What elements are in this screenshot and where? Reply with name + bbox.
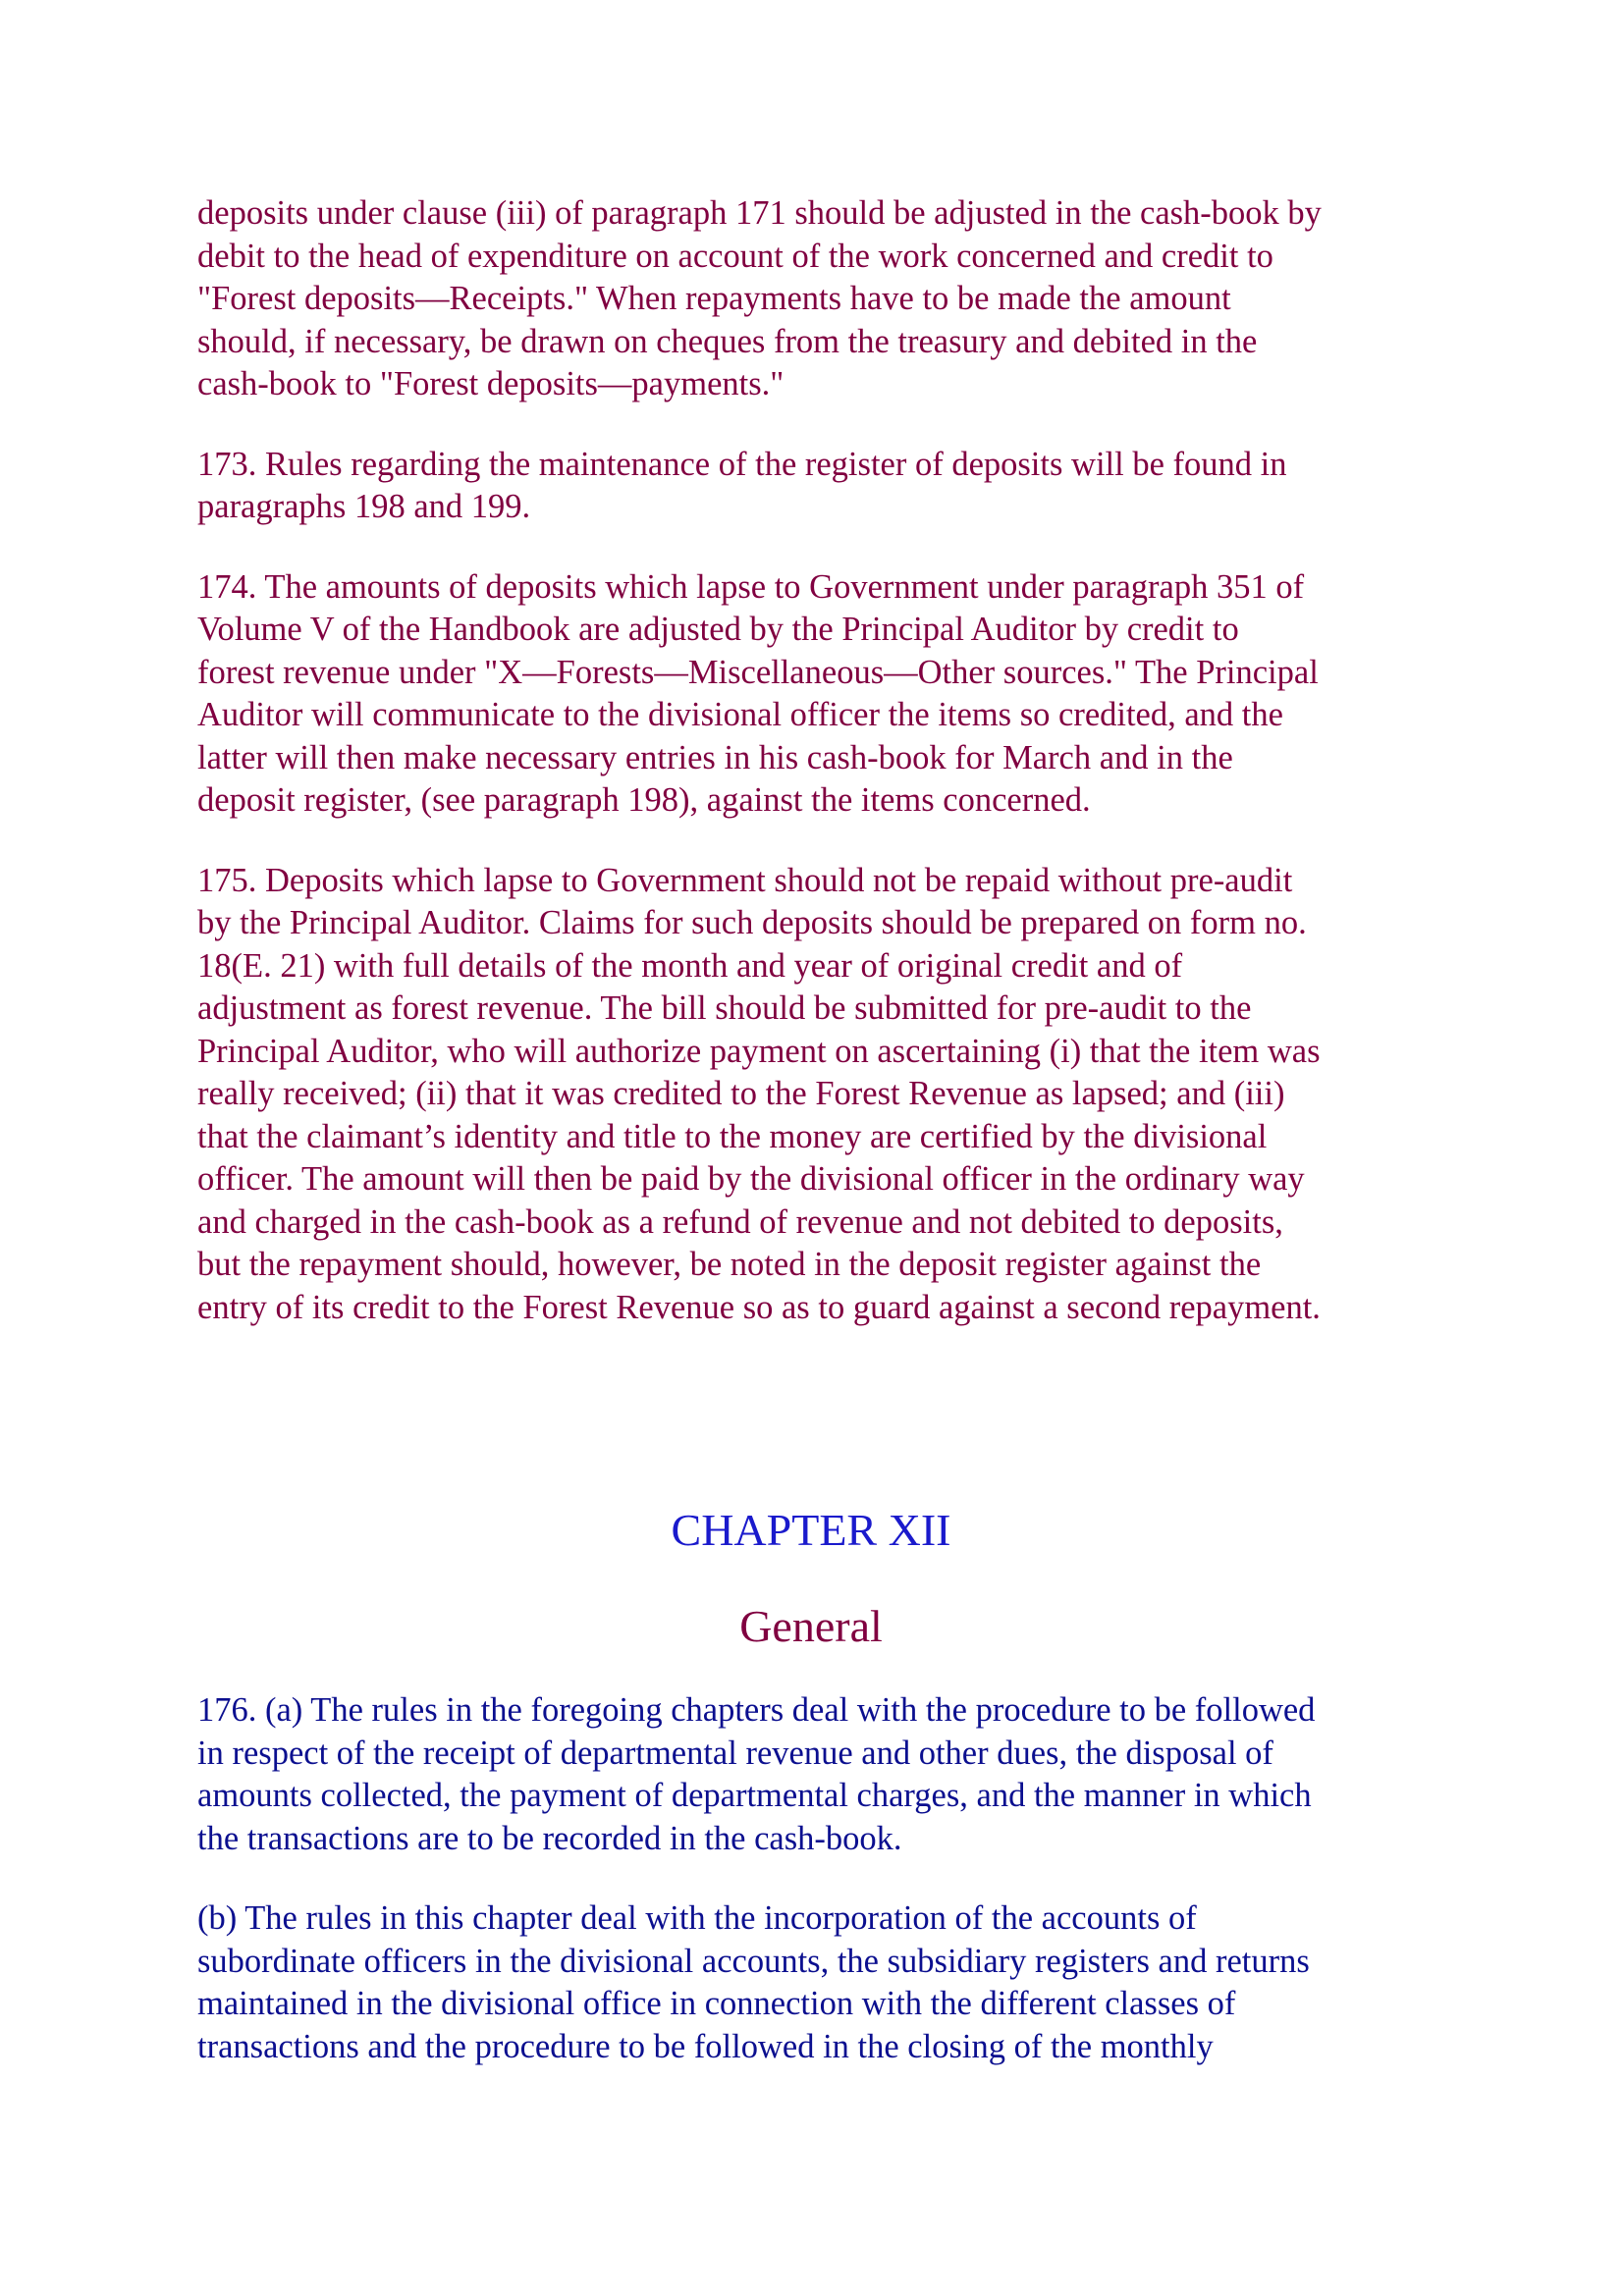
chapter-title: General — [739, 1601, 883, 1651]
chapter-body — [197, 1689, 1474, 2068]
paragraph-175: 175. Deposits which lapse to Government should not be repaid without pre-audit by the Principal Auditor. Claims for such deposits should be prepared on form no. 18(E. 21) with full details of the month and year of original credit and of adjustment as forest revenue. The bill should be submitted for pre-audit to the Principal Auditor, who will authorize payment on ascertaining (i) that the item was really received; (ii) that it was credited to the Forest Revenue as lapsed; and (iii) that the claimant’s identity and title to the money are certified by the divisional officer. The amount will then be paid by the divisional officer in the ordinary way and charged in the cash-book as a refund of revenue and not debited to deposits, but the repayment should, however, be noted in the deposit register against the entry of its credit to the Forest Revenue so as to guard against a second repayment. — [197, 861, 1321, 1326]
paragraph-176a: 176. (a) The rules in the foregoing chapters deal with the procedure to be followed in respect of the receipt of departmental revenue and other dues, the disposal of amounts collected, the payment of departmental charges, and the manner in which the transactions are to be recorded in the cash-book. — [197, 1691, 1316, 1857]
paragraph-176b: (b) The rules in this chapter deal with the incorporation of the accounts of subordinate officers in the divisional accounts, the subsidiary registers and returns maintained in the divisional office in connection with the different classes of transactions and the procedure to be followed in the closing of the monthly — [197, 1899, 1310, 2065]
document-page — [197, 192, 1474, 2065]
paragraph-173: 173. Rules regarding the maintenance of the register of deposits will be found in paragraphs 198 and 199. — [197, 445, 1287, 525]
paragraph-174: 174. The amounts of deposits which lapse to Government under paragraph 351 of Volume V of the Handbook are adjusted by the Principal Auditor by credit to forest revenue under "X—Forests—Miscellaneous—Other sources." The Principal Auditor will communicate to the divisional officer the items so credited, and the latter will then make necessary entries in his cash-book for March and in the deposit register, (see paragraph 198), against the items concerned. — [197, 567, 1319, 819]
paragraph-172-continued: deposits under clause (iii) of paragraph 171 should be adjusted in the cash-book by debit to the head of expenditure on account of the work concerned and credit to "Forest deposits—Receipts." When repayments have to be made the amount should, if necessary, be drawn on cheques from the treasury and debited in the cash-book to "Forest deposits—payments." — [197, 194, 1322, 402]
chapter-heading: CHAPTER XII — [671, 1505, 951, 1555]
